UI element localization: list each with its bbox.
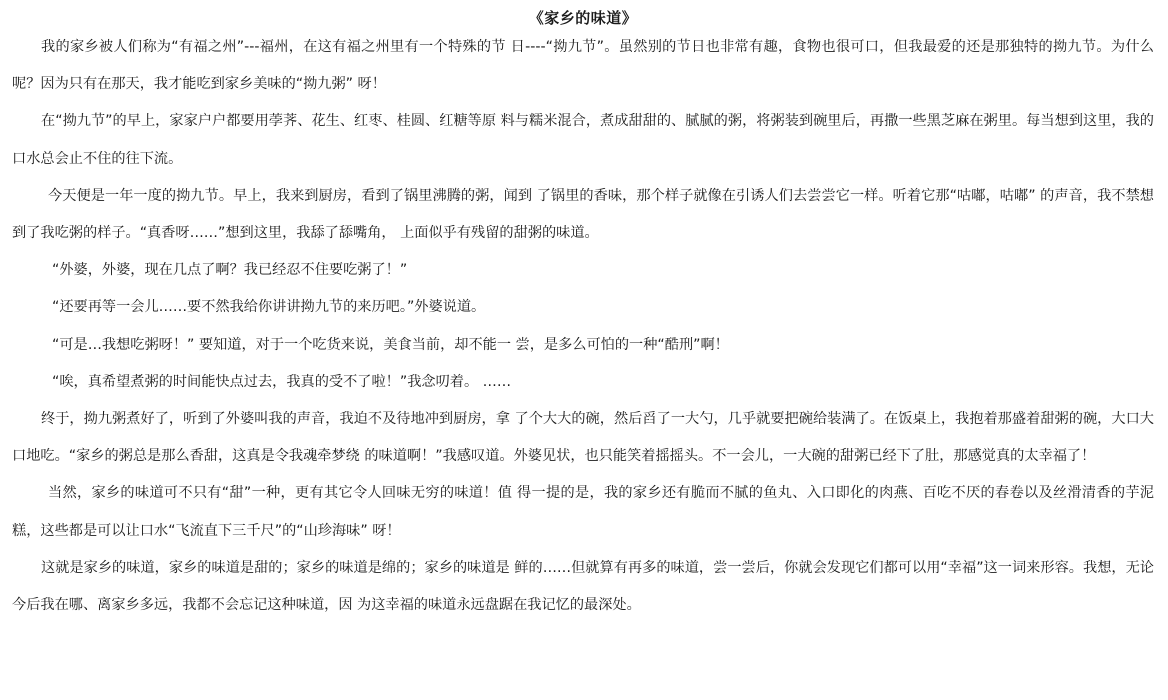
paragraph-4: “外婆，外婆，现在几点了啊？我已经忍不住要吃粥了！” (52, 262, 408, 279)
paragraph-6: “可是…我想吃粥呀！” 要知道，对于一个吃货来说，美食当前，却不能一 尝，是多么可怕的一种“酷刑”啊！ (52, 336, 729, 353)
paragraph-7: “唉，真希望煮粥的时间能快点过去，我真的受不了啦！”我念叨着。 …… (52, 373, 512, 390)
paragraph-8: 终于，拗九粥煮好了，听到了外婆叫我的声音，我迫不及待地冲到厨房，拿 了个大大的碗，然后舀了一大勺，几乎就要把碗给装满了。在饭桌上，我抱着那盛着甜粥的碗，大口大口地吃。“家乡的粥总是那么香甜，这真是令我魂牵梦绕 的味道啊！”我感叹道。外婆见状，也只能笑着摇摇头。不一会儿，一大碗的甜粥已经下了肚，那感觉真的太幸福了！ (12, 411, 1154, 465)
paragraph-2: 在“拗九节”的早上，家家户户都要用荸荠、花生、红枣、桂圆、红糖等原 料与糯米混合，煮成甜甜的、腻腻的粥，将粥装到碗里后，再撒一些黑芝麻在粥里。每当想到这里，我的口水总会止不住的往下流。 (12, 113, 1154, 167)
paragraph-5: “还要再等一会儿……要不然我给你讲讲拗九节的来历吧。”外婆说道。 (52, 299, 486, 316)
document-title: 《家乡的味道》 (528, 9, 638, 27)
paragraph-10: 这就是家乡的味道，家乡的味道是甜的；家乡的味道是绵的；家乡的味道是 鲜的……但就算有再多的味道，尝一尝后，你就会发现它们都可以用“幸福”这一词来形容。我想，无论今后我在哪、离家乡多远，我都不会忘记这种味道，因 为这幸福的味道永远盘踞在我记忆的最深处。 (12, 559, 1154, 614)
paragraph-9: 当然，家乡的味道可不只有“甜”一种，更有其它令人回味无穷的味道！值 得一提的是，我的家乡还有脆而不腻的鱼丸、入口即化的肉燕、百吃不厌的春卷以及丝滑清香的芋泥糕，这些都是可以让口水“飞流直下三千尺”的“山珍海味” 呀！ (12, 485, 1154, 539)
paragraph-3: 今天便是一年一度的拗九节。早上，我来到厨房，看到了锅里沸腾的粥，闻到 了锅里的香味，那个样子就像在引诱人们去尝尝它一样。听着它那“咕嘟，咕嘟” 的声音，我不禁想到了我吃粥的样子。“真香呀……”想到这里，我舔了舔嘴角， 上面似乎有残留的甜粥的味道。 (12, 187, 1154, 242)
paragraph-1: 我的家乡被人们称为“有福之州”---福州，在这有福之州里有一个特殊的节 日----“拗九节”。虽然别的节日也非常有趣，食物也很可口，但我最爱的还是那独特的拗九节。为什么呢？因为只有在那天，我才能吃到家乡美味的“拗九粥” 呀！ (12, 39, 1154, 93)
